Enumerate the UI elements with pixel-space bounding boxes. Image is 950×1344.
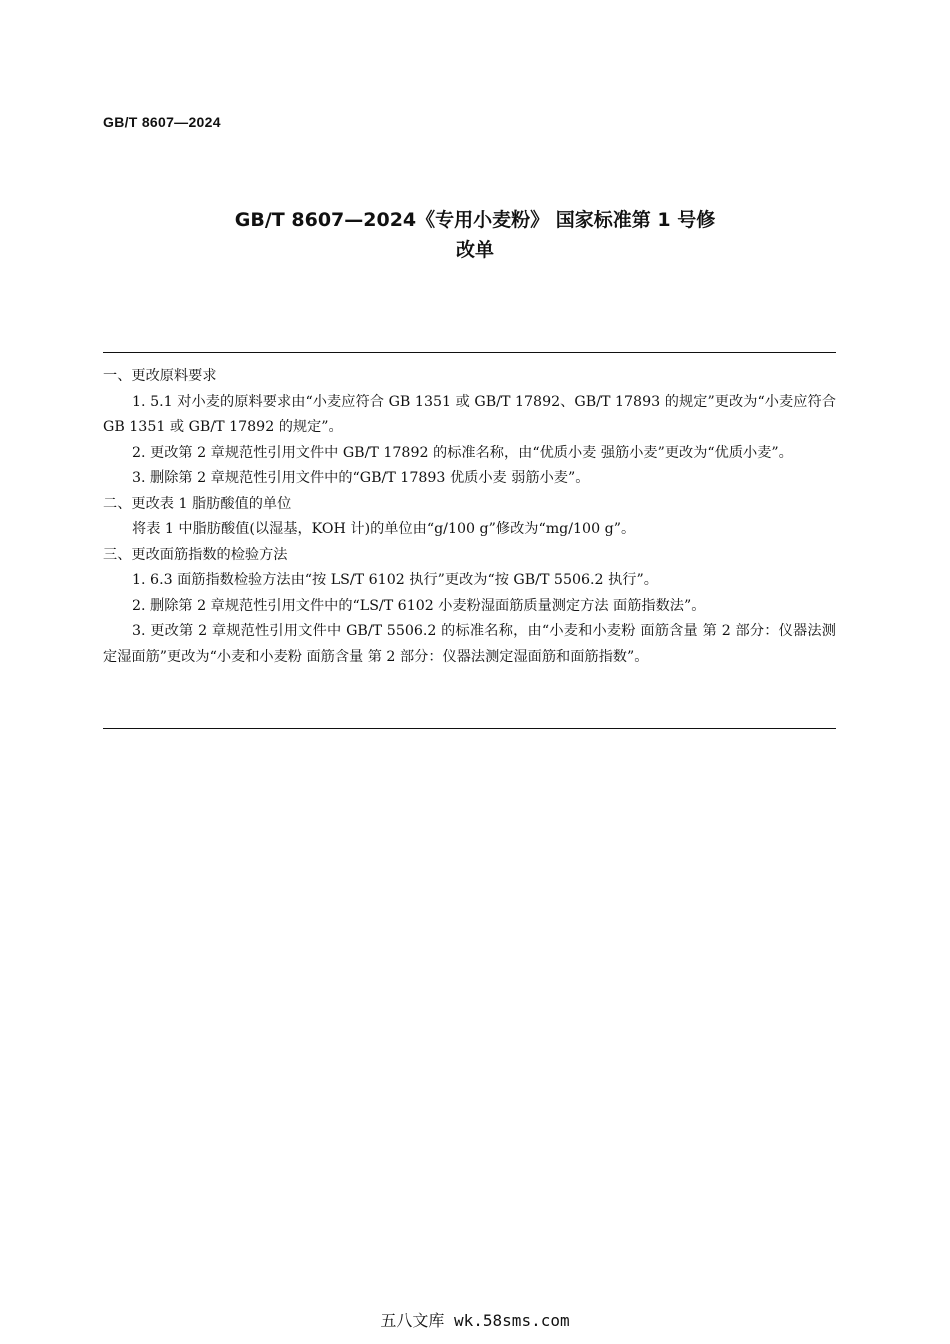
section-heading: 三、更改面筋指数的检验方法 — [103, 546, 288, 563]
amendment-item: 将表 1 中脂肪酸值(以湿基，KOH 计)的单位由“g/100 g”修改为“mg/100 g”。 — [132, 521, 636, 537]
amendment-item: 2. 删除第 2 章规范性引用文件中的“LS/T 6102 小麦粉湿面筋质量测定方法 面筋指数法”。 — [132, 597, 706, 614]
amendment-item: 3. 删除第 2 章规范性引用文件中的“GB/T 17893 优质小麦 弱筋小麦”。 — [132, 470, 590, 486]
footer-watermark: 五八文库 wk.58sms.com — [380, 1311, 570, 1330]
amendment-item: 3. 更改第 2 章规范性引用文件中 GB/T 5506.2 的标准名称，由“小麦和小麦粉 面筋含量 第 2 部分：仪器法测定湿面筋”更改为“小麦和小麦粉 面筋含量 第 2 部分：仪器法测定湿面筋和面筋指数”。 — [103, 623, 836, 665]
section-heading: 二、更改表 1 脂肪酸值的单位 — [103, 495, 292, 512]
section-heading: 一、更改原料要求 — [103, 368, 217, 384]
amendment-item: 1. 6.3 面筋指数检验方法由“按 LS/T 6102 执行”更改为“按 GB/T 5506.2 执行”。 — [132, 572, 658, 588]
amendment-body — [103, 364, 836, 670]
document-title-line-2: 改单 — [455, 239, 494, 261]
document-title-line-1: GB/T 8607—2024《专用小麦粉》 国家标准第 1 号修 — [234, 209, 716, 231]
bottom-divider — [103, 728, 836, 729]
document-title — [150, 205, 800, 265]
top-divider — [103, 352, 836, 353]
standard-code-header: GB/T 8607—2024 — [103, 114, 221, 130]
amendment-item: 1. 5.1 对小麦的原料要求由“小麦应符合 GB 1351 或 GB/T 17892、GB/T 17893 的规定”更改为“小麦应符合 GB 1351 或 GB/T 17892 的规定”。 — [103, 393, 836, 435]
amendment-item: 2. 更改第 2 章规范性引用文件中 GB/T 17892 的标准名称，由“优质小麦 强筋小麦”更改为“优质小麦”。 — [132, 444, 793, 461]
